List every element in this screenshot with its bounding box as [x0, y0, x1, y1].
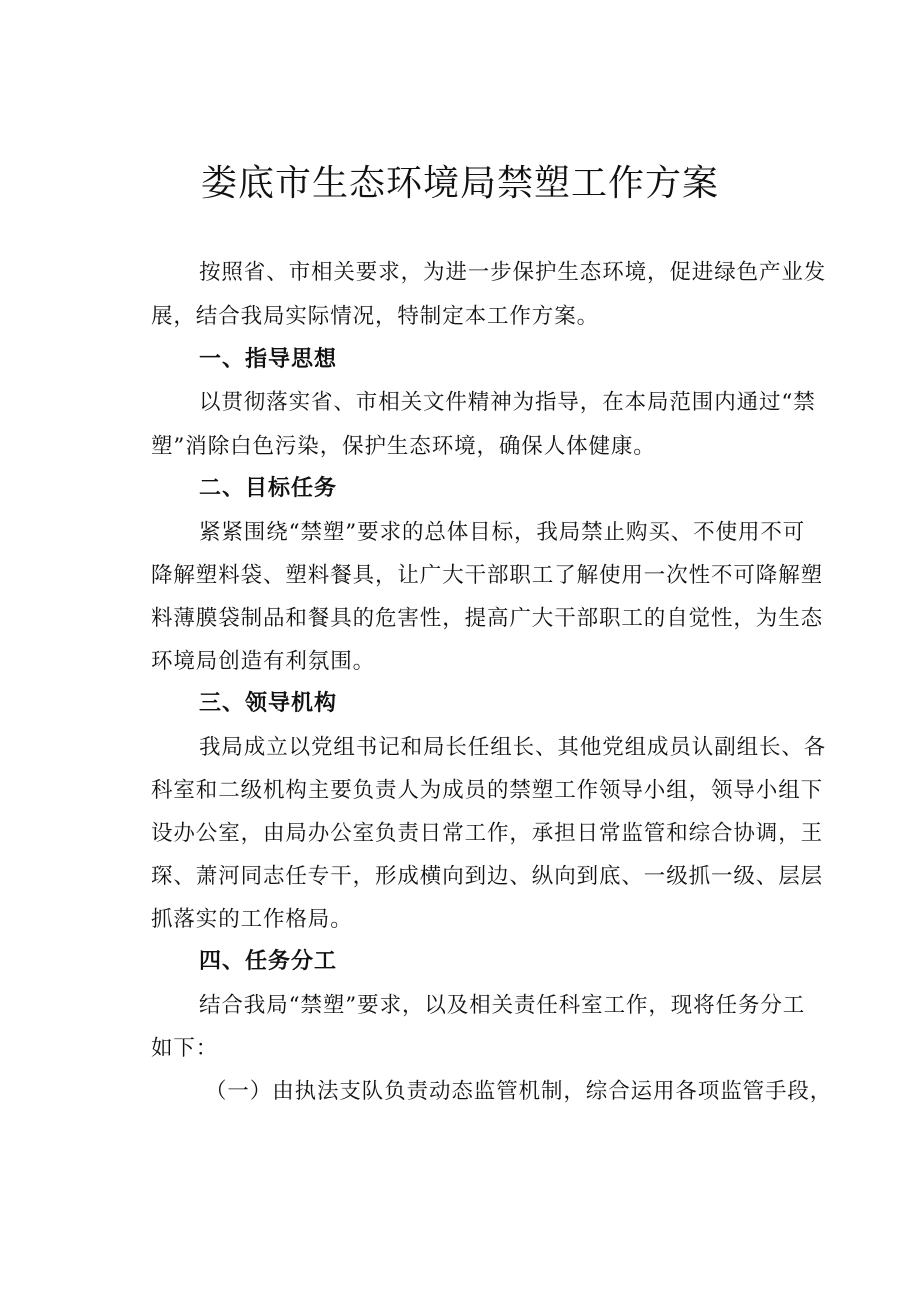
paragraph-line: 塑”消除白色污染，保护生态环境，确保人体健康。 [151, 434, 656, 459]
document-title: 娄底市生态环境局禁塑工作方案 [200, 163, 719, 204]
intro-line-1: 按照省、市相关要求，为进一步保护生态环境，促进绿色产业发 [199, 260, 827, 285]
paragraph-line: （一）由执法支队负责动态监管机制，综合运用各项监管手段， [205, 1079, 833, 1104]
paragraph-line: 结合我局“禁塑”要求，以及相关责任科室工作，现将任务分工 [199, 993, 806, 1018]
paragraph-line: 降解塑料袋、塑料餐具，让广大干部职工了解使用一次性不可降解塑 [151, 563, 824, 588]
paragraph-line: 以贯彻落实省、市相关文件精神为指导，在本局范围内通过“禁 [199, 390, 816, 415]
paragraph-line: 抓落实的工作格局。 [151, 907, 353, 932]
paragraph-line: 紧紧围绕“禁塑”要求的总体目标，我局禁止购买、不使用不可 [199, 520, 806, 545]
section-heading-goals: 二、目标任务 [199, 476, 338, 501]
paragraph-line: 料薄膜袋制品和餐具的危害性，提高广大干部职工的自觉性，为生态 [151, 606, 824, 631]
section-heading-guiding-ideology: 一、指导思想 [199, 347, 338, 372]
section-heading-task-division: 四、任务分工 [199, 949, 338, 974]
paragraph-line: 环境局创造有利氛围。 [151, 649, 376, 674]
paragraph-line: 设办公室，由局办公室负责日常工作，承担日常监管和综合协调，王 [151, 821, 824, 846]
paragraph-line: 如下： [151, 1036, 219, 1061]
paragraph-line: 我局成立以党组书记和局长任组长、其他党组成员认副组长、各 [199, 735, 827, 760]
paragraph-line: 科室和二级机构主要负责人为成员的禁塑工作领导小组，领导小组下 [151, 778, 824, 803]
intro-line-2: 展，结合我局实际情况，特制定本工作方案。 [151, 304, 600, 329]
section-heading-leadership: 三、领导机构 [199, 691, 338, 716]
paragraph-line: 琛、萧河同志任专干，形成横向到边、纵向到底、一级抓一级、层层 [151, 864, 824, 889]
